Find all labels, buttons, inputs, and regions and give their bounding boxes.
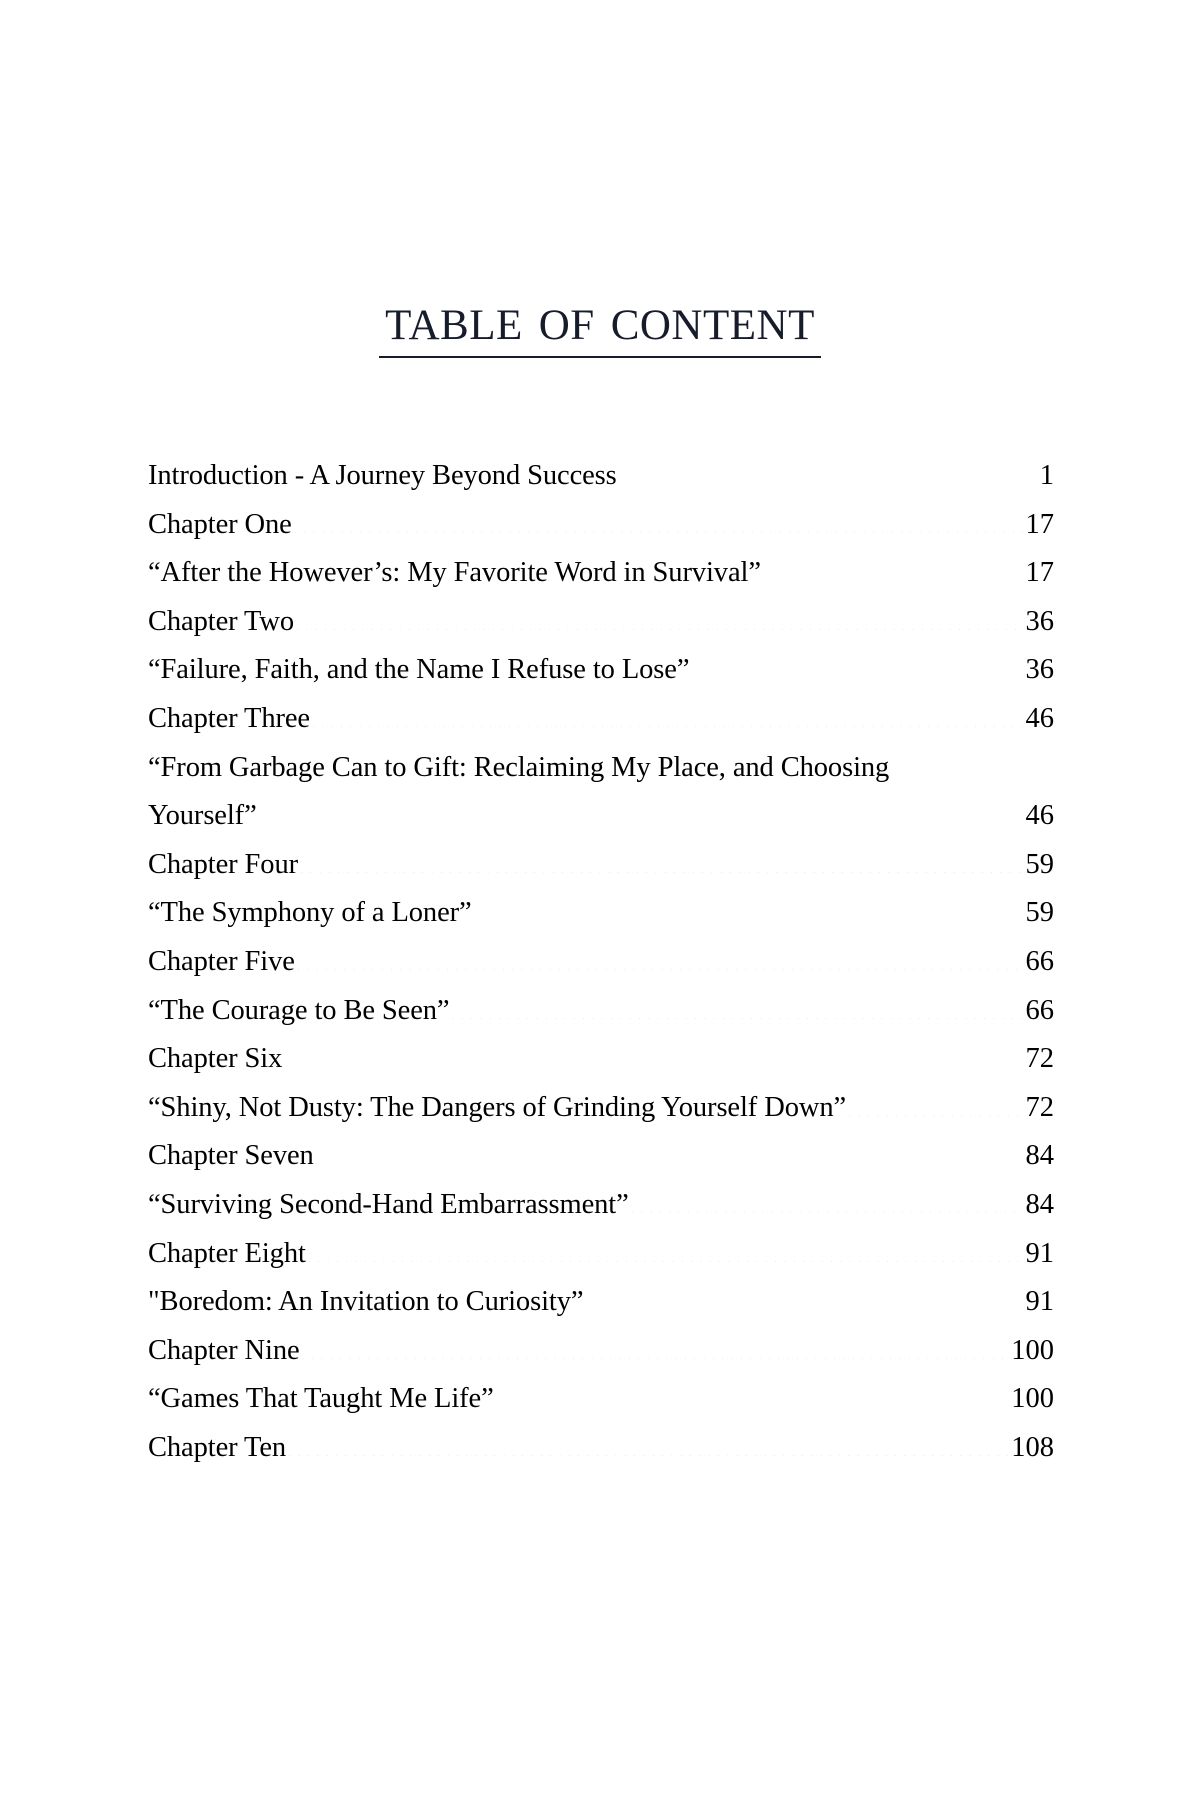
toc-entry[interactable] [148,1181,1054,1230]
toc-entry[interactable] [148,889,1054,938]
toc-entry-label: “Failure, Faith, and the Name I Refuse to Lose” [148,654,690,686]
toc-dot-leader [449,990,1024,1019]
toc-entry-label: Chapter Three [148,702,310,734]
toc-entry-label: Chapter Two [148,605,294,637]
toc-entry[interactable] [148,1424,1054,1473]
toc-entry[interactable] [148,744,1054,793]
toc-entry-page-number: 46 [1025,702,1054,734]
toc-entry-page-number: 91 [1025,1286,1054,1318]
toc-entry-label: Chapter Eight [148,1237,306,1269]
toc-entry-label: “Games That Taught Me Life” [148,1383,494,1415]
toc-entry-page-number: 59 [1025,897,1054,929]
toc-entry-page-number: 66 [1025,945,1054,977]
toc-dot-leader [689,650,1017,679]
toc-dot-leader [472,893,1025,922]
toc-entry[interactable] [148,1132,1054,1181]
toc-entry[interactable] [148,501,1054,550]
table-of-contents-list [148,452,1054,1472]
toc-entry[interactable] [148,987,1054,1036]
toc-dot-leader [846,1087,1024,1116]
toc-entry-page-number: 100 [1011,1334,1054,1366]
toc-entry-page-number: 17 [1025,508,1054,540]
toc-entry-label: Chapter Ten [148,1431,287,1463]
toc-dot-leader [583,1282,1024,1311]
toc-entry-label: “The Courage to Be Seen” [148,994,450,1026]
toc-entry-label: Chapter One [148,508,292,540]
toc-dot-leader [257,796,1025,825]
toc-dot-leader [300,1330,1004,1359]
toc-dot-leader [295,941,1018,970]
toc-entry-label: "Boredom: An Invitation to Curiosity” [148,1286,584,1318]
toc-entry-label: Chapter Six [148,1043,283,1075]
toc-entry[interactable] [148,1327,1054,1376]
toc-entry[interactable] [148,549,1054,598]
toc-dot-leader [494,1379,1011,1408]
toc-dot-leader [314,1136,1018,1165]
toc-dot-leader [298,844,1025,873]
toc-entry-label: Chapter Nine [148,1334,300,1366]
toc-entry-label: “The Symphony of a Loner” [148,897,472,929]
toc-entry[interactable] [148,598,1054,647]
toc-entry[interactable] [148,452,1054,501]
toc-entry[interactable] [148,1230,1054,1279]
toc-entry-label: Chapter Seven [148,1140,314,1172]
toc-entry[interactable] [148,1084,1054,1133]
toc-entry-label: “Shiny, Not Dusty: The Dangers of Grinding Yourself Down” [148,1091,847,1123]
toc-entry-page-number: 84 [1025,1140,1054,1172]
toc-entry-label: “From Garbage Can to Gift: Reclaiming My Place, and Choosing [148,751,890,783]
toc-entry[interactable] [148,646,1054,695]
toc-dot-leader [294,601,1025,630]
toc-entry-label: “After the However’s: My Favorite Word in Survival” [148,557,761,589]
toc-entry-page-number: 72 [1025,1043,1054,1075]
toc-entry[interactable] [148,938,1054,987]
toc-dot-leader [629,1184,1018,1213]
toc-entry[interactable] [148,695,1054,744]
toc-entry-label: “Surviving Second-Hand Embarrassment” [148,1188,629,1220]
toc-dot-leader [286,1427,1010,1456]
toc-entry-page-number: 36 [1025,605,1054,637]
toc-entry-page-number: 72 [1025,1091,1054,1123]
toc-entry-page-number: 1 [1039,460,1054,491]
toc-entry-page-number: 84 [1025,1188,1054,1220]
toc-entry-label: Introduction - A Journey Beyond Success [148,460,617,491]
toc-dot-leader [292,504,1025,533]
toc-entry-page-number: 66 [1025,994,1054,1026]
toc-entry[interactable] [148,1375,1054,1424]
toc-dot-leader [310,698,1025,727]
page-title-block [0,246,1200,399]
toc-dot-leader [306,1233,1025,1262]
toc-entry-label: Chapter Four [148,848,298,880]
toc-entry[interactable] [148,1278,1054,1327]
toc-entry-page-number: 46 [1025,800,1054,832]
toc-entry-label: Yourself” [148,800,257,832]
toc-dot-leader [761,553,1018,582]
page-title: table of content [379,288,821,358]
toc-entry-page-number: 59 [1025,848,1054,880]
toc-entry-label: Chapter Five [148,945,295,977]
toc-entry-page-number: 36 [1025,654,1054,686]
toc-entry-page-number: 100 [1011,1383,1054,1415]
toc-entry[interactable] [148,841,1054,890]
toc-dot-leader [282,1039,1024,1068]
toc-entry[interactable] [148,1035,1054,1084]
toc-entry-page-number: 17 [1025,557,1054,589]
toc-entry-page-number: 91 [1025,1237,1054,1269]
toc-dot-leader [617,456,1039,485]
toc-entry-page-number: 108 [1011,1431,1054,1463]
toc-entry[interactable] [148,792,1054,841]
